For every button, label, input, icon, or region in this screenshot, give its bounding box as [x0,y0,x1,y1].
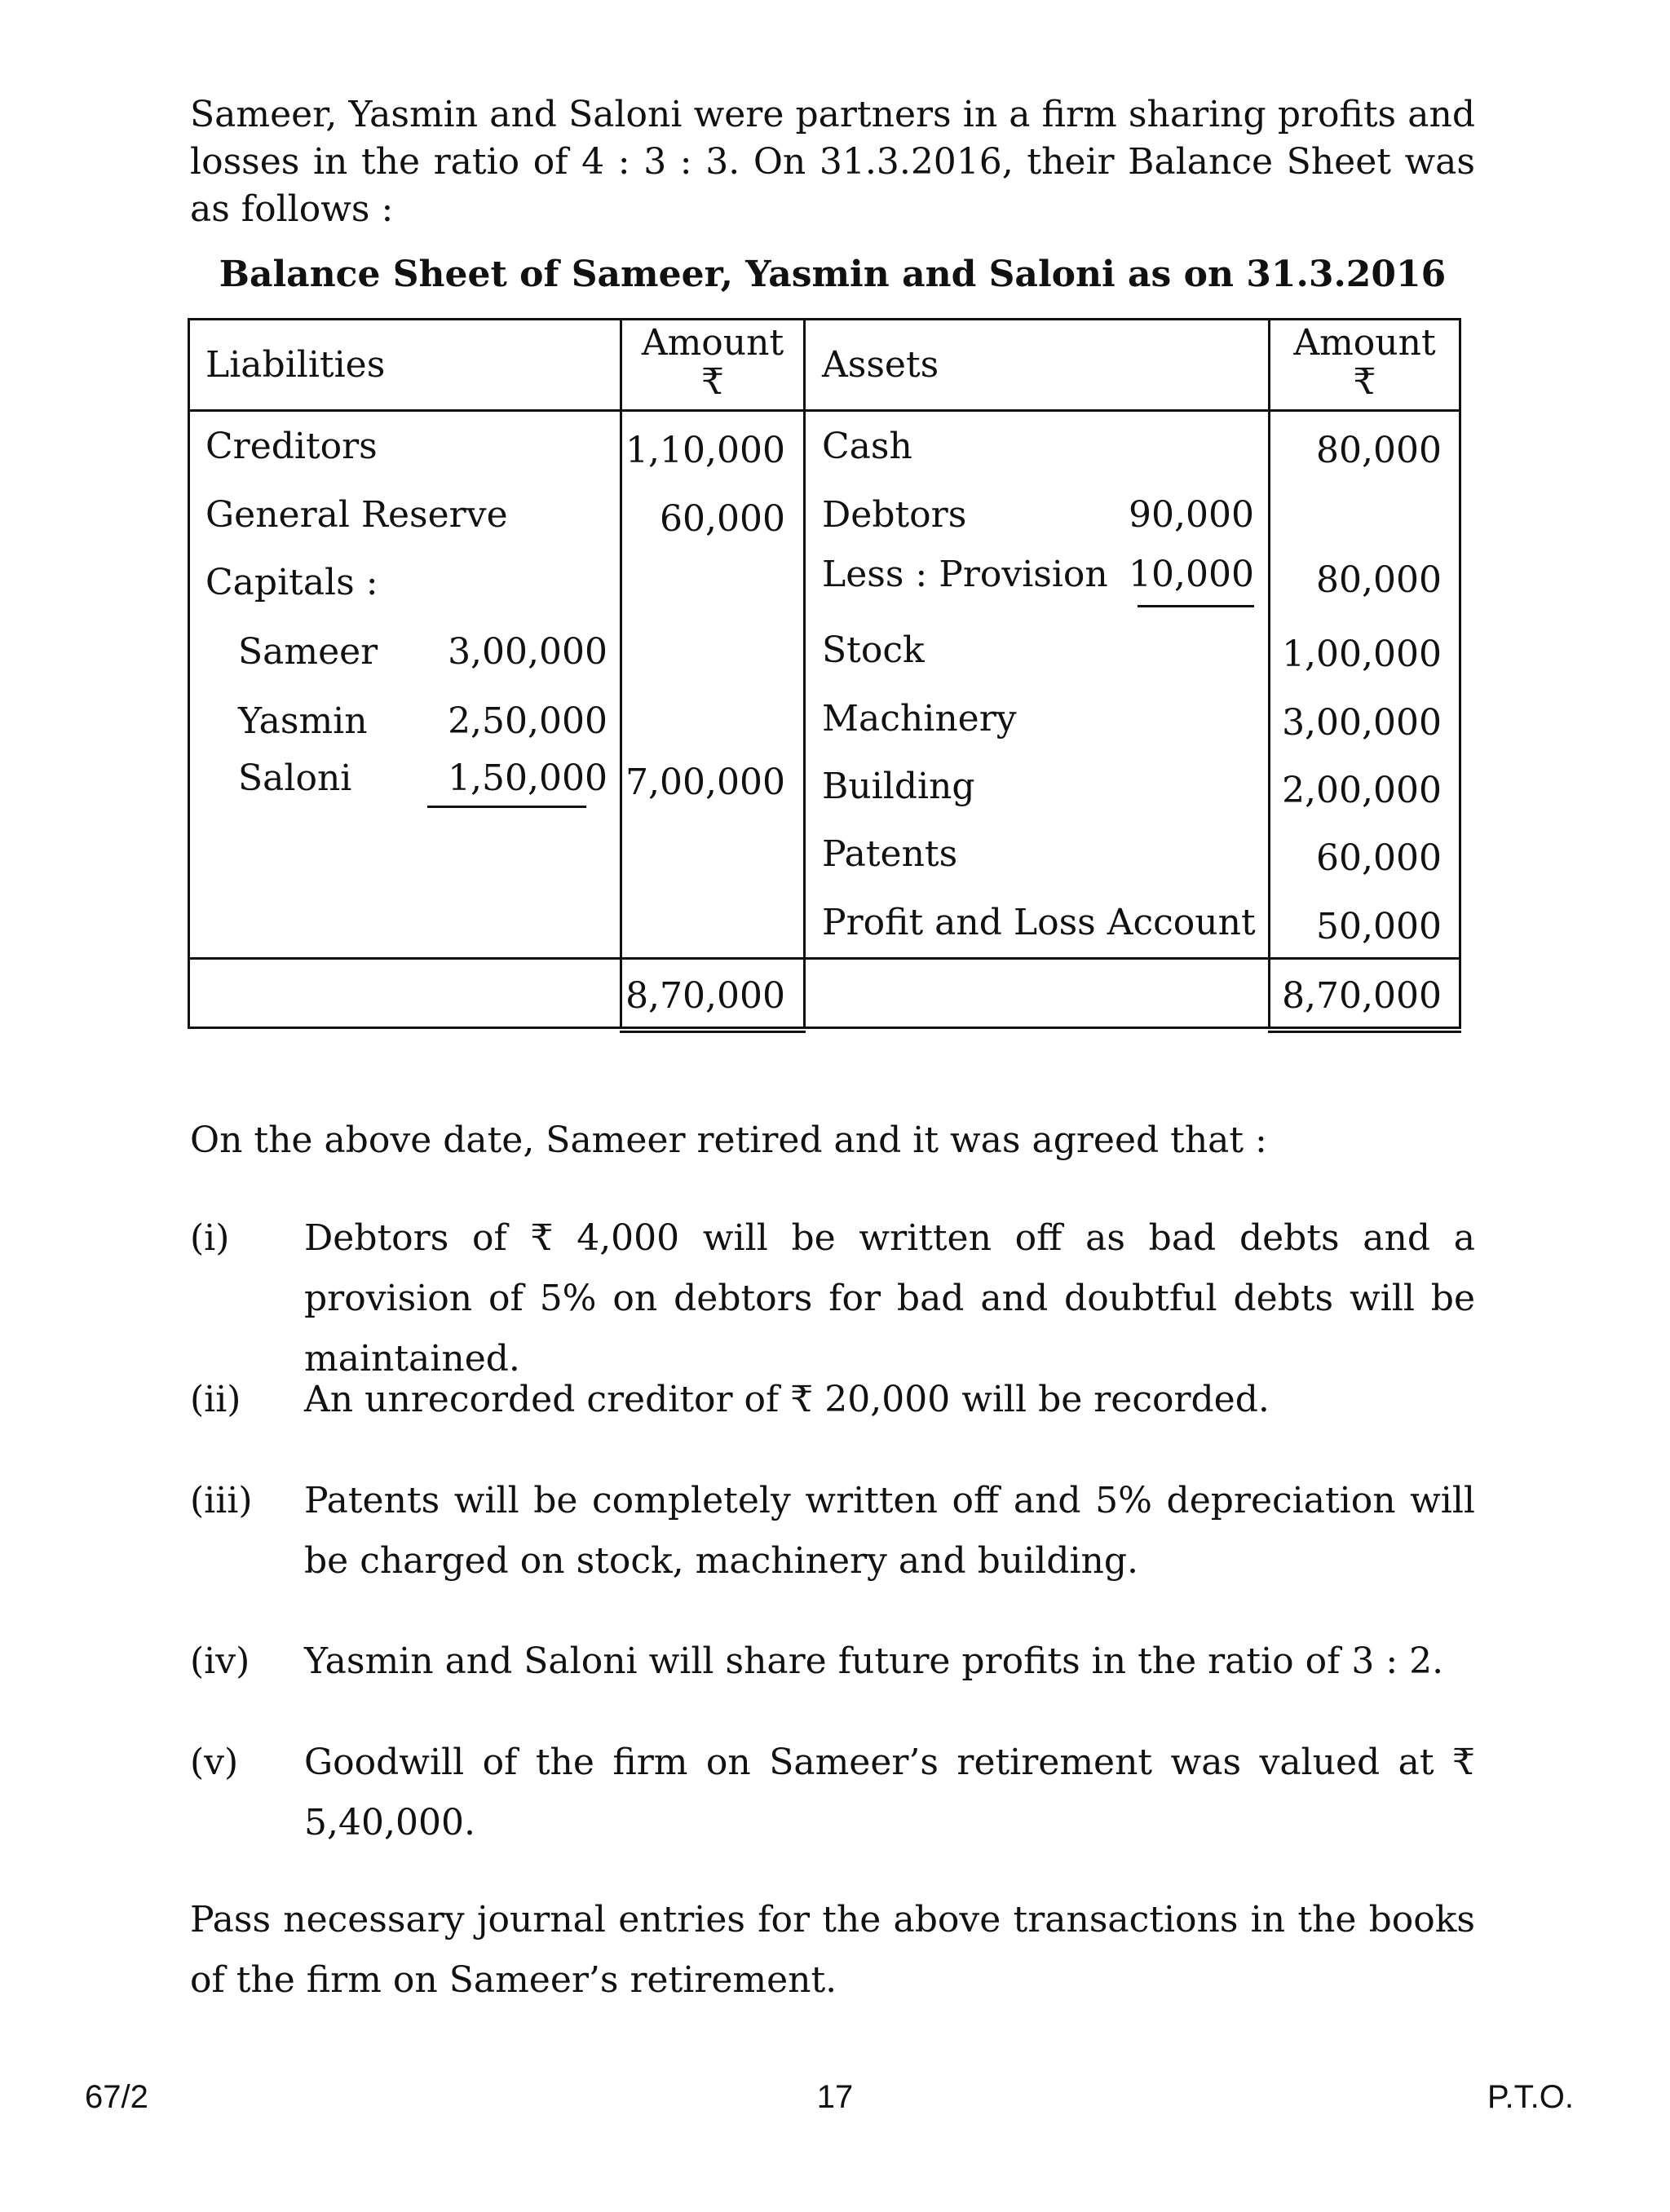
cash-label: Cash [822,426,912,467]
page-number: 17 [816,2079,854,2115]
partner-name: Yasmin [238,700,368,742]
total-double-rule [1268,1031,1461,1033]
general-reserve-label: General Reserve [205,494,508,536]
building-amount: 2,00,000 [1282,770,1442,811]
provision-rule [1138,605,1254,607]
stock-label: Stock [822,629,925,671]
patents-amount: 60,000 [1316,837,1442,879]
capital-subtotal-rule [427,806,586,808]
general-reserve-amount: 60,000 [660,498,785,540]
partner-name: Sameer [238,631,378,673]
debtors-label: Debtors [822,494,967,536]
provision-amount: 10,000 [1129,554,1254,595]
pto-label: P.T.O. [1487,2079,1574,2115]
cash-amount: 80,000 [1316,430,1442,471]
balance-sheet-table [188,318,1461,1029]
partner-capital: 1,50,000 [448,757,607,799]
header-rule [188,409,1461,412]
partner-capital: 3,00,000 [448,631,607,673]
column-divider [620,318,622,1029]
capitals-label: Capitals : [205,562,378,603]
liabilities-header: Liabilities [205,344,386,386]
assets-header: Assets [822,344,939,386]
conditions-lead: On the above date, Sameer retired and it was agreed that : [190,1119,1267,1161]
partner-capital: 2,50,000 [448,700,607,742]
condition-number: (iii) [190,1480,253,1521]
condition-text: Patents will be completely written off and 5% depreciation will be charged on stock, machinery and building. [304,1480,1475,1582]
amount-header: Amount [1293,322,1436,364]
debtors-net: 80,000 [1316,559,1442,601]
total-row-rule [188,957,1461,960]
amount-header: Amount [641,322,784,364]
intro-paragraph: Sameer, Yasmin and Saloni were partners in a firm sharing profits and losses in the ratio of 4 : 3 : 3. On 31.3.2016, their Balance Sheet was as follows : [190,94,1475,230]
profit-loss-amount: 50,000 [1316,906,1442,947]
table-border-left [188,318,190,1029]
condition-text: Debtors of ₹ 4,000 will be written off as bad debts and a provision of 5% on debtors for bad and doubtful debts will be maintained. [304,1217,1475,1380]
total-double-rule [620,1031,806,1033]
condition-number: (v) [190,1742,239,1783]
creditors-label: Creditors [205,426,378,467]
machinery-amount: 3,00,000 [1282,702,1442,744]
condition-text: Goodwill of the firm on Sameer’s retirement was valued at ₹ 5,40,000. [304,1742,1475,1843]
condition-text: An unrecorded creditor of ₹ 20,000 will be recorded. [304,1379,1270,1420]
debtors-gross: 90,000 [1129,494,1254,536]
column-divider [803,318,806,1029]
building-label: Building [822,766,975,807]
condition-number: (iv) [190,1640,250,1682]
provision-label: Less : Provision [822,554,1108,595]
currency-header: ₹ [1353,361,1376,403]
patents-label: Patents [822,833,958,875]
creditors-amount: 1,10,000 [625,430,785,471]
partner-name: Saloni [238,757,352,799]
condition-text: Yasmin and Saloni will share future profits in the ratio of 3 : 2. [304,1640,1444,1682]
assets-total: 8,70,000 [1282,975,1442,1017]
liabilities-total: 8,70,000 [625,975,785,1017]
currency-header: ₹ [701,361,724,403]
balance-sheet-title: Balance Sheet of Sameer, Yasmin and Saloni as on 31.3.2016 [219,254,1447,295]
paper-code: 67/2 [85,2079,148,2115]
closing-instruction: Pass necessary journal entries for the above transactions in the books of the firm on Sameer’s retirement. [190,1899,1475,2001]
profit-loss-label: Profit and Loss Account [822,902,1256,943]
machinery-label: Machinery [822,698,1017,740]
capitals-total: 7,00,000 [625,762,785,803]
condition-number: (ii) [190,1379,241,1420]
table-border-right [1459,318,1461,1029]
stock-amount: 1,00,000 [1282,634,1442,675]
condition-number: (i) [190,1217,230,1259]
